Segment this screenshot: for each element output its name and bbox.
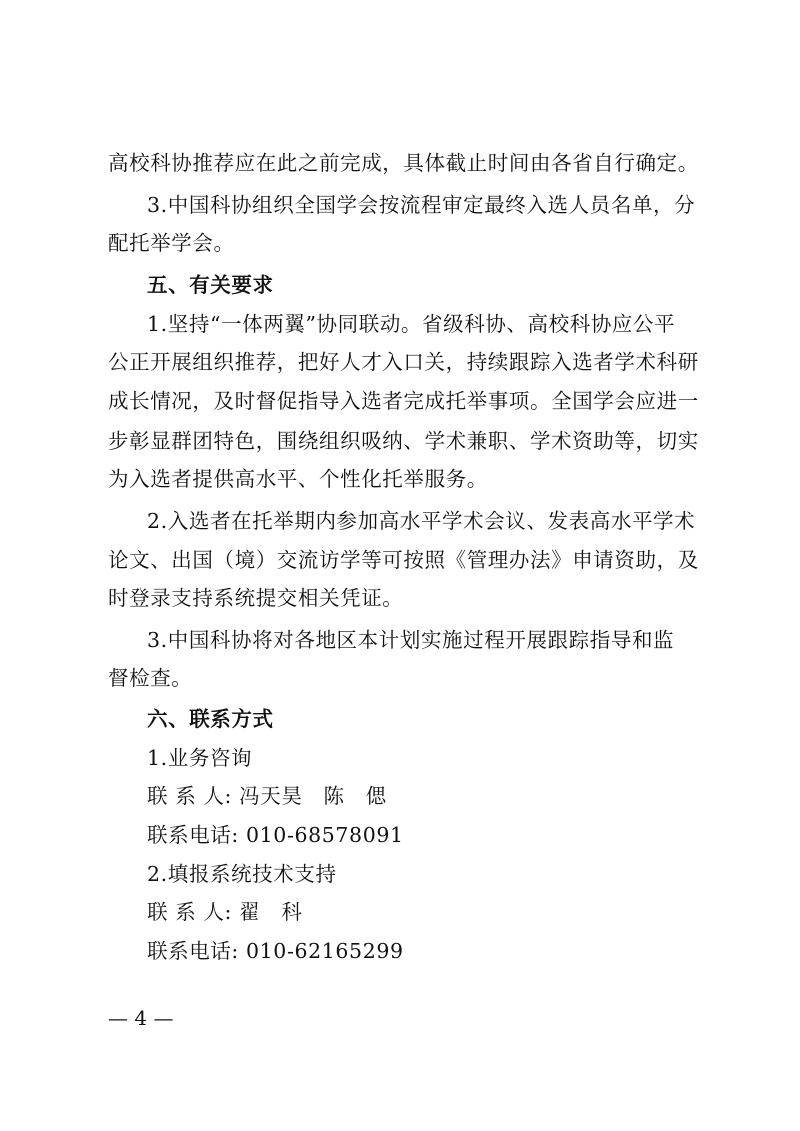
page-number: — 4 —	[108, 1006, 174, 1030]
paragraph-line: 3.中国科协组织全国学会按流程审定最终入选人员名单，分	[147, 193, 696, 217]
contact-phone: 联系电话: 010-62165299	[147, 939, 404, 963]
paragraph-line: 步彰显群团特色，围绕组织吸纳、学术兼职、学术资助等，切实	[108, 429, 699, 453]
paragraph-line: 成长情况，及时督促指导入选者完成托举事项。全国学会应进一	[108, 389, 699, 413]
contact-person: 联 系 人: 翟 科	[147, 900, 303, 924]
paragraph-line: 督检查。	[108, 666, 193, 690]
contact-person: 联 系 人: 冯天昊 陈 偲	[147, 784, 387, 808]
paragraph-line: 为入选者提供高水平、个性化托举服务。	[108, 467, 488, 491]
section-heading: 五、有关要求	[147, 273, 274, 297]
paragraph-line: 2.入选者在托举期内参加高水平学术会议、发表高水平学术	[147, 509, 696, 533]
paragraph-line: 1.坚持“一体两翼”协同联动。省级科协、高校科协应公平	[147, 312, 676, 336]
contact-subheading: 2.填报系统技术支持	[147, 862, 337, 886]
contact-phone: 联系电话: 010-68578091	[147, 823, 404, 847]
contact-subheading: 1.业务咨询	[147, 746, 253, 770]
paragraph-line: 3.中国科协将对各地区本计划实施过程开展跟踪指导和监	[147, 628, 675, 652]
paragraph-line: 公正开展组织推荐，把好人才入口关，持续跟踪入选者学术科研	[108, 350, 699, 374]
paragraph-line: 时登录支持系统提交相关凭证。	[108, 586, 404, 610]
paragraph-line: 配托举学会。	[108, 231, 235, 255]
paragraph-line: 高校科协推荐应在此之前完成，具体截止时间由各省自行确定。	[108, 151, 699, 175]
paragraph-line: 论文、出国（境）交流访学等可按照《管理办法》申请资助，及	[108, 548, 699, 572]
section-heading: 六、联系方式	[147, 707, 274, 731]
